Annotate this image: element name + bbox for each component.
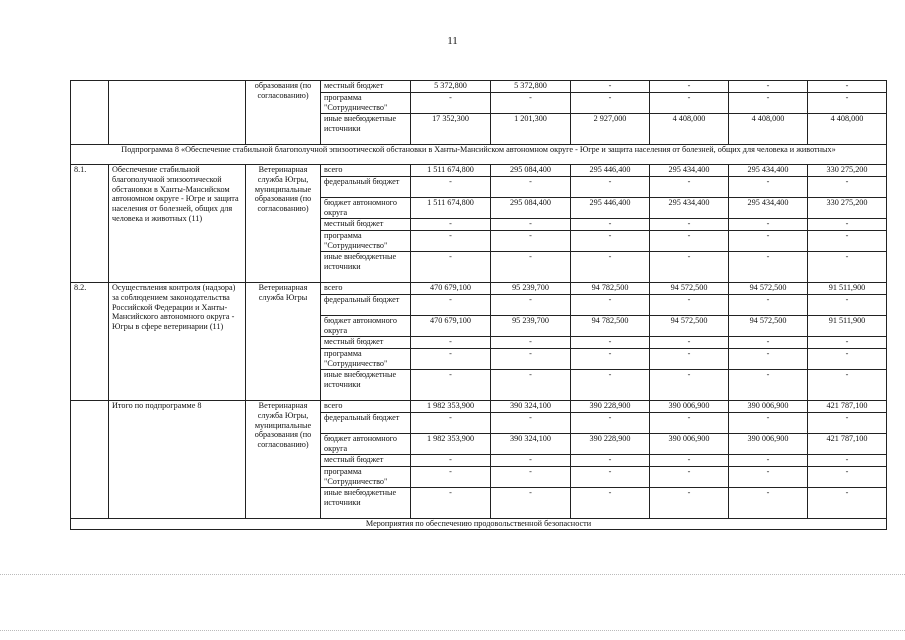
amount-cell: -	[808, 337, 887, 349]
amount-cell: -	[729, 488, 808, 519]
scan-artifact-line	[0, 630, 905, 631]
amount-cell: -	[491, 467, 571, 488]
funding-source: иные внебюджетные источники	[321, 252, 411, 283]
amount-cell: 94 572,500	[729, 283, 808, 295]
amount-cell: -	[808, 455, 887, 467]
funding-source: иные внебюджетные источники	[321, 114, 411, 145]
amount-cell: -	[491, 488, 571, 519]
amount-cell: -	[808, 177, 887, 198]
table-row	[71, 145, 887, 165]
funding-source: местный бюджет	[321, 81, 411, 93]
amount-cell: -	[411, 231, 491, 252]
amount-cell: 295 446,400	[571, 198, 650, 219]
subprogram-title: Подпрограмма 8 «Обеспечение стабильной благополучной эпизоотической обстановки в Ханты-Мансийском автономном округе - Югре и защита населения от болезней, общих для человека и животных»	[71, 145, 887, 165]
amount-cell: -	[491, 370, 571, 401]
amount-cell: -	[808, 295, 887, 316]
amount-cell: -	[491, 231, 571, 252]
item-executor: Ветеринарная служба Югры	[246, 283, 321, 401]
amount-cell: -	[808, 231, 887, 252]
table-body	[71, 81, 887, 530]
amount-cell: -	[729, 93, 808, 114]
amount-cell: -	[411, 252, 491, 283]
amount-cell: -	[411, 177, 491, 198]
amount-cell: -	[491, 413, 571, 434]
funding-source: федеральный бюджет	[321, 177, 411, 198]
amount-cell: -	[650, 295, 729, 316]
amount-cell: 94 572,500	[650, 283, 729, 295]
amount-cell: 4 408,000	[808, 114, 887, 145]
funding-source: федеральный бюджет	[321, 295, 411, 316]
amount-cell: -	[729, 370, 808, 401]
amount-cell: 94 782,500	[571, 283, 650, 295]
amount-cell: -	[491, 177, 571, 198]
amount-cell: -	[411, 467, 491, 488]
funding-source: всего	[321, 401, 411, 413]
amount-cell: 390 006,900	[729, 401, 808, 413]
amount-cell: -	[808, 488, 887, 519]
amount-cell: -	[571, 370, 650, 401]
amount-cell: -	[650, 177, 729, 198]
amount-cell: -	[411, 370, 491, 401]
funding-source: бюджет автономного округа	[321, 434, 411, 455]
amount-cell: 5 372,800	[491, 81, 571, 93]
amount-cell: -	[571, 295, 650, 316]
amount-cell: 421 787,100	[808, 434, 887, 455]
amount-cell: -	[571, 93, 650, 114]
amount-cell: -	[411, 349, 491, 370]
amount-cell: -	[571, 177, 650, 198]
amount-cell: 470 679,100	[411, 283, 491, 295]
amount-cell: -	[650, 231, 729, 252]
amount-cell: 390 228,900	[571, 434, 650, 455]
amount-cell: -	[571, 349, 650, 370]
amount-cell: -	[729, 413, 808, 434]
amount-cell: 295 434,400	[650, 198, 729, 219]
amount-cell: -	[729, 295, 808, 316]
amount-cell: 295 084,400	[491, 198, 571, 219]
amount-cell: 94 572,500	[729, 316, 808, 337]
table-row	[71, 283, 887, 295]
amount-cell: -	[411, 413, 491, 434]
amount-cell: -	[808, 81, 887, 93]
funding-source: местный бюджет	[321, 219, 411, 231]
amount-cell: 95 239,700	[491, 316, 571, 337]
item-executor: Ветеринарная служба Югры, муниципальные образования (по согласованию)	[246, 401, 321, 519]
page-number: 11	[447, 35, 458, 47]
amount-cell: 330 275,200	[808, 198, 887, 219]
amount-cell: 4 408,000	[650, 114, 729, 145]
amount-cell: 330 275,200	[808, 165, 887, 177]
amount-cell: -	[650, 467, 729, 488]
amount-cell: -	[491, 252, 571, 283]
amount-cell: -	[571, 455, 650, 467]
amount-cell: -	[491, 219, 571, 231]
amount-cell: -	[491, 93, 571, 114]
amount-cell: -	[729, 219, 808, 231]
funding-source: местный бюджет	[321, 455, 411, 467]
amount-cell: 421 787,100	[808, 401, 887, 413]
budget-table	[70, 80, 887, 530]
amount-cell: -	[729, 252, 808, 283]
amount-cell: -	[411, 488, 491, 519]
item-number	[71, 401, 109, 519]
amount-cell: -	[411, 219, 491, 231]
amount-cell: -	[571, 337, 650, 349]
amount-cell: -	[411, 455, 491, 467]
amount-cell: -	[491, 349, 571, 370]
amount-cell: 2 927,000	[571, 114, 650, 145]
amount-cell: -	[571, 413, 650, 434]
amount-cell: -	[650, 488, 729, 519]
amount-cell: -	[808, 467, 887, 488]
amount-cell: 95 239,700	[491, 283, 571, 295]
amount-cell: 91 511,900	[808, 316, 887, 337]
amount-cell: 295 084,400	[491, 165, 571, 177]
amount-cell: -	[571, 231, 650, 252]
amount-cell: -	[650, 252, 729, 283]
amount-cell: -	[729, 81, 808, 93]
amount-cell: 94 782,500	[571, 316, 650, 337]
amount-cell: 390 006,900	[650, 434, 729, 455]
amount-cell: 94 572,500	[650, 316, 729, 337]
amount-cell: 295 446,400	[571, 165, 650, 177]
funding-source: программа "Сотрудничество"	[321, 93, 411, 114]
amount-cell: -	[491, 455, 571, 467]
item-name: Осуществления контроля (надзора) за соблюдением законодательства Российской Федерации и Ханты-Мансийского автономного округа - Югры в сфере ветеринарии (11)	[109, 283, 246, 401]
amount-cell: -	[411, 337, 491, 349]
amount-cell: -	[491, 337, 571, 349]
funding-source: всего	[321, 165, 411, 177]
amount-cell: 1 511 674,800	[411, 198, 491, 219]
table-row	[71, 81, 887, 93]
amount-cell: -	[650, 337, 729, 349]
funding-source: всего	[321, 283, 411, 295]
table-row	[71, 519, 887, 530]
item-executor: образования (по согласованию)	[246, 81, 321, 145]
amount-cell: -	[411, 93, 491, 114]
amount-cell: 1 511 674,800	[411, 165, 491, 177]
table-row	[71, 165, 887, 177]
funding-source: иные внебюджетные источники	[321, 488, 411, 519]
funding-source: программа "Сотрудничество"	[321, 231, 411, 252]
amount-cell: 295 434,400	[650, 165, 729, 177]
amount-cell: 1 982 353,900	[411, 434, 491, 455]
amount-cell: 390 324,100	[491, 401, 571, 413]
amount-cell: 5 372,800	[411, 81, 491, 93]
scan-artifact-line	[0, 574, 905, 575]
amount-cell: -	[808, 349, 887, 370]
amount-cell: 4 408,000	[729, 114, 808, 145]
amount-cell: 17 352,300	[411, 114, 491, 145]
item-number: 8.1.	[71, 165, 109, 283]
amount-cell: -	[650, 370, 729, 401]
amount-cell: 295 434,400	[729, 165, 808, 177]
amount-cell: -	[650, 455, 729, 467]
amount-cell: -	[808, 370, 887, 401]
amount-cell: -	[491, 295, 571, 316]
amount-cell: -	[571, 252, 650, 283]
funding-source: федеральный бюджет	[321, 413, 411, 434]
item-executor: Ветеринарная служба Югры, муниципальные образования (по согласованию)	[246, 165, 321, 283]
amount-cell: -	[571, 219, 650, 231]
amount-cell: -	[808, 413, 887, 434]
funding-source: программа "Сотрудничество"	[321, 349, 411, 370]
amount-cell: -	[650, 81, 729, 93]
amount-cell: 1 201,300	[491, 114, 571, 145]
amount-cell: -	[650, 219, 729, 231]
amount-cell: -	[729, 337, 808, 349]
amount-cell: -	[650, 349, 729, 370]
amount-cell: -	[571, 81, 650, 93]
table-row	[71, 401, 887, 413]
amount-cell: -	[808, 252, 887, 283]
amount-cell: 390 006,900	[729, 434, 808, 455]
item-number	[71, 81, 109, 145]
amount-cell: -	[808, 93, 887, 114]
amount-cell: 295 434,400	[729, 198, 808, 219]
amount-cell: -	[729, 231, 808, 252]
amount-cell: -	[571, 467, 650, 488]
amount-cell: 390 006,900	[650, 401, 729, 413]
amount-cell: -	[411, 295, 491, 316]
funding-source: программа "Сотрудничество"	[321, 467, 411, 488]
amount-cell: -	[729, 455, 808, 467]
amount-cell: 1 982 353,900	[411, 401, 491, 413]
amount-cell: -	[729, 177, 808, 198]
amount-cell: 91 511,900	[808, 283, 887, 295]
amount-cell: -	[729, 349, 808, 370]
item-name	[109, 81, 246, 145]
amount-cell: -	[650, 93, 729, 114]
amount-cell: 390 228,900	[571, 401, 650, 413]
amount-cell: 470 679,100	[411, 316, 491, 337]
amount-cell: 390 324,100	[491, 434, 571, 455]
item-number: 8.2.	[71, 283, 109, 401]
amount-cell: -	[808, 219, 887, 231]
section-title: Мероприятия по обеспечению продовольственной безопасности	[71, 519, 887, 530]
funding-source: местный бюджет	[321, 337, 411, 349]
funding-source: бюджет автономного округа	[321, 198, 411, 219]
item-name: Обеспечение стабильной благополучной эпизоотической обстановки в Ханты-Мансийском автономном округе - Югре и защита населения от болезней, общих для человека и животных (11)	[109, 165, 246, 283]
funding-source: иные внебюджетные источники	[321, 370, 411, 401]
amount-cell: -	[729, 467, 808, 488]
item-name: Итого по подпрограмме 8	[109, 401, 246, 519]
funding-source: бюджет автономного округа	[321, 316, 411, 337]
amount-cell: -	[650, 413, 729, 434]
amount-cell: -	[571, 488, 650, 519]
